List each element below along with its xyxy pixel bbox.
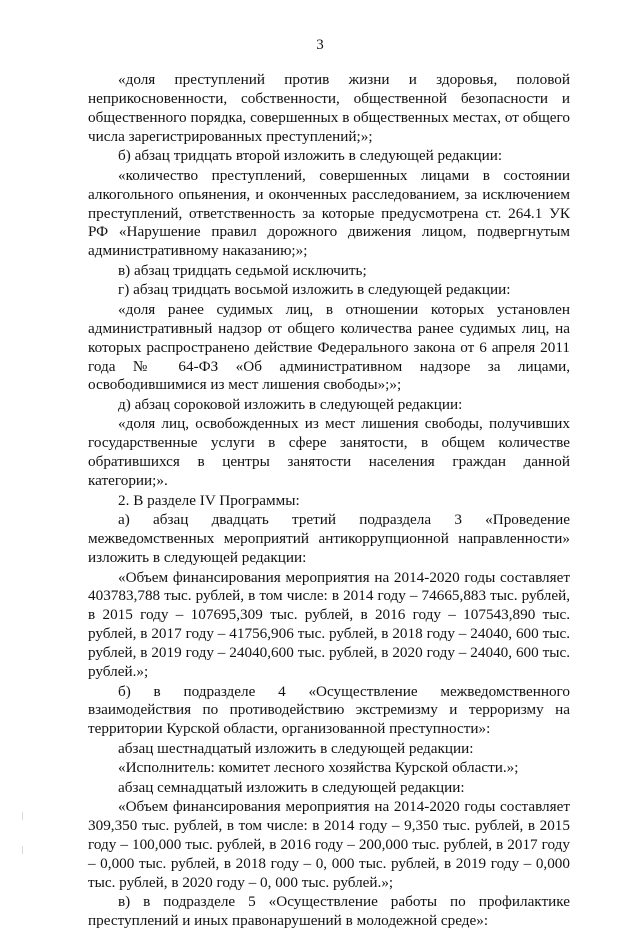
page-number: 3 [316, 37, 324, 53]
paragraph-12: б) в подразделе 4 «Осуществление межведомственного взаимодействия по противодействию экстремизму и терроризму на территории Курской области, организованной преступности»: [88, 682, 570, 738]
paragraph-11: «Объем финансирования мероприятия на 2014-2020 годы составляет 403783,788 тыс. рублей, в том числе: в 2014 году – 74665,883 тыс. рублей, в 2015 году – 107695,309 тыс. рублей, в 2016 году – 107543,890 тыс. рублей, в 2017 году – 41756,906 тыс. рублей, в 2018 году – 24040, 600 тыс. рублей, в 2019 году – 24040,600 тыс. рублей, в 2020 году – 24040, 600 тыс. рублей.»; [88, 568, 570, 681]
paragraph-14: «Исполнитель: комитет лесного хозяйства Курской области.»; [118, 759, 519, 777]
paragraph-5: г) абзац тридцать восьмой изложить в следующей редакции: [118, 281, 511, 299]
paragraph-13: абзац шестнадцатый изложить в следующей редакции: [118, 739, 474, 757]
paragraph-8: «доля лиц, освобожденных из мест лишения свободы, получивших государственные услуги в сфере занятости, в общем количестве обратившихся в центры занятости населения граждан данной категории;». [88, 415, 570, 490]
paragraph-6: «доля ранее судимых лиц, в отношении которых установлен административный надзор от общего количества ранее судимых лиц, на которых распространено действие Федерального закона от 6 апреля 2011 года № 64-ФЗ «Об административном надзоре за лицами, освободившимися из мест лишения свободы»;»; [88, 300, 570, 394]
paragraph-7: д) абзац сороковой изложить в следующей редакции: [118, 395, 463, 413]
paragraph-1: «доля преступлений против жизни и здоровья, половой неприкосновенности, собственности, общественной безопасности и общественного порядка, совершенных в общественных местах, от общего числа зарегистрированных преступлений;»; [88, 71, 570, 145]
scan-artifact [22, 812, 23, 820]
paragraph-3: «количество преступлений, совершенных лицами в состоянии алкогольного опьянения, и оконченных расследованием, за исключением преступлений, ответственность за которые предусмотрена ст. 264.1 УК РФ «Нарушение правил дорожного движения лицом, подвергнутым административному наказанию;»; [88, 166, 570, 260]
scan-artifact [22, 846, 23, 854]
document-body [88, 71, 570, 931]
paragraph-9: 2. В разделе IV Программы: [118, 491, 300, 509]
paragraph-10: а) абзац двадцать третий подраздела 3 «Проведение межведомственных мероприятий антикоррупционной направленности» изложить в следующей редакции: [88, 511, 570, 566]
paragraph-15: абзац семнадцатый изложить в следующей редакции: [118, 778, 465, 796]
paragraph-17: в) в подразделе 5 «Осуществление работы по профилактике преступлений и иных правонарушений в молодежной среде»: [88, 893, 570, 930]
paragraph-16: «Объем финансирования мероприятия на 2014-2020 годы составляет 309,350 тыс. рублей, в том числе: в 2014 году – 9,350 тыс. рублей, в 2015 году – 100,000 тыс. рублей, в 2016 году – 200,000 тыс. рублей, в 2017 году – 0,000 тыс. рублей, в 2018 году – 0, 000 тыс. рублей, в 2019 году – 0,000 тыс. рублей, в 2020 году – 0, 000 тыс. рублей.»; [88, 798, 570, 891]
paragraph-4: в) абзац тридцать седьмой исключить; [118, 261, 367, 279]
paragraph-2: б) абзац тридцать второй изложить в следующей редакции: [118, 147, 503, 165]
